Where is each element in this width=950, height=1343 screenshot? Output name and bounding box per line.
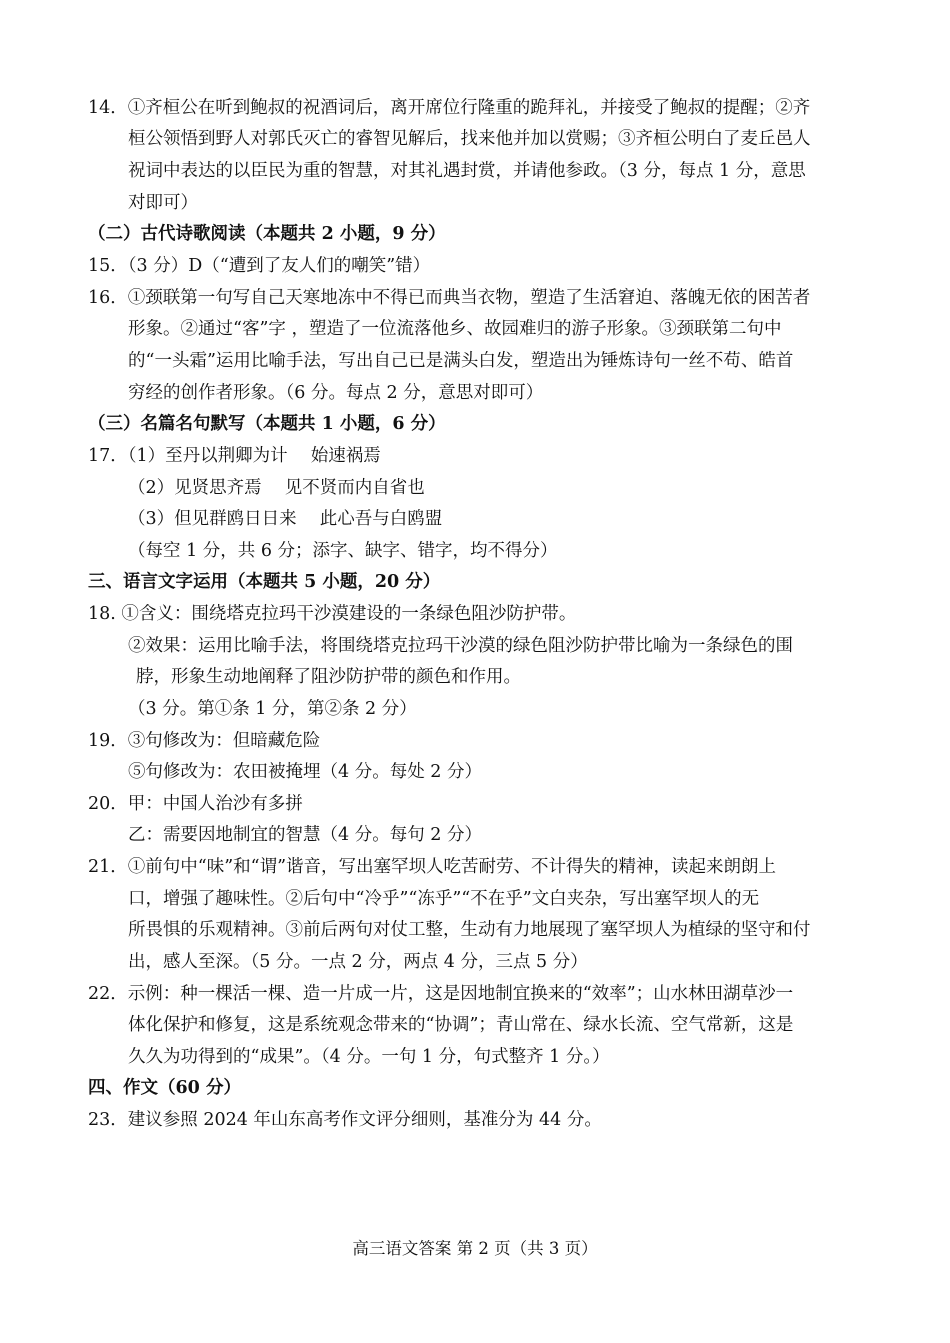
q20-line: 20．甲：中国人治沙有多拼 bbox=[88, 794, 303, 814]
q16-line: 16．①颈联第一句写自己天寒地冻中不得已而典当衣物，塑造了生活窘迫、落魄无依的困苦者 bbox=[88, 288, 811, 308]
page-footer: 高三语文答案 第 2 页（共 3 页） bbox=[352, 1239, 598, 1258]
q16-line: 形象。②通过“客”字 ，塑造了一位流落他乡、故园难归的游子形象。③颈联第二句中 bbox=[128, 319, 782, 339]
q22-line: 体化保护和修复，这是系统观念带来的“协调”；青山常在、绿水长流、空气常新，这是 bbox=[128, 1015, 794, 1035]
q18-line: 18. ①含义：围绕塔克拉玛干沙漠建设的一条绿色阻沙防护带。 bbox=[88, 604, 577, 624]
q21-line: 所畏惧的乐观精神。③前后两句对仗工整，生动有力地展现了塞罕坝人为植绿的坚守和付 bbox=[128, 920, 811, 940]
q16-line: 的“一头霜”运用比喻手法，写出自己已是满头白发，塑造出为锤炼诗句一丝不苟、皓首 bbox=[128, 351, 794, 371]
q18-line: ②效果：运用比喻手法，将围绕塔克拉玛干沙漠的绿色阻沙防护带比喻为一条绿色的围 bbox=[128, 636, 793, 656]
section-heading-poetry: （二）古代诗歌阅读（本题共 2 小题，9 分） bbox=[88, 224, 446, 244]
q18-line: 脖，形象生动地阐释了阻沙防护带的颜色和作用。 bbox=[136, 667, 521, 687]
q16-line: 穷经的创作者形象。（6 分。每点 2 分，意思对即可） bbox=[128, 383, 544, 403]
q15-line: 15．（3 分）D（“遭到了友人们的嘲笑”错） bbox=[88, 256, 431, 276]
q22-line: 22．示例：种一棵活一棵、造一片成一片，这是因地制宜换来的“效率”；山水林田湖草沙一 bbox=[88, 984, 794, 1004]
q14-line: 14．①齐桓公在听到鲍叔的祝酒词后，离开席位行隆重的跪拜礼，并接受了鲍叔的提醒；②齐 bbox=[88, 98, 811, 118]
q23-line: 23．建议参照 2024 年山东高考作文评分细则，基准分为 44 分。 bbox=[88, 1110, 602, 1130]
section-heading-essay: 四、作文（60 分） bbox=[88, 1078, 241, 1098]
q18-line: （3 分。第①条 1 分，第②条 2 分） bbox=[128, 699, 417, 719]
q17-line: （3）但见群鸥日日来 此心吾与白鸥盟 bbox=[128, 509, 443, 529]
q19-line: ⑤句修改为：农田被掩埋（4 分。每处 2 分） bbox=[128, 762, 482, 782]
q21-line: 口，增强了趣味性。②后句中“冷乎”“冻乎”“不在乎”文白夹杂，写出塞罕坝人的无 bbox=[128, 889, 760, 909]
q20-line: 乙：需要因地制宜的智慧（4 分。每句 2 分） bbox=[128, 825, 482, 845]
q17-line: （2）见贤思齐焉 见不贤而内自省也 bbox=[128, 478, 425, 498]
q14-line: 对即可） bbox=[128, 193, 198, 213]
section-heading-famous-lines: （三）名篇名句默写（本题共 1 小题，6 分） bbox=[88, 414, 446, 434]
q17-line: （每空 1 分，共 6 分；添字、缺字、错字，均不得分） bbox=[128, 541, 558, 561]
q17-line: 17．（1）至丹以荆卿为计 始速祸焉 bbox=[88, 446, 381, 466]
section-heading-language: 三、语言文字运用（本题共 5 小题，20 分） bbox=[88, 572, 441, 592]
q21-line: 21．①前句中“味”和“谓”谐音，写出塞罕坝人吃苦耐劳、不计得失的精神，读起来朗朗上 bbox=[88, 857, 777, 877]
q21-line: 出，感人至深。（5 分。一点 2 分，两点 4 分，三点 5 分） bbox=[128, 952, 588, 972]
q14-line: 祝词中表达的以臣民为重的智慧，对其礼遇封赏，并请他参政。（3 分，每点 1 分，意思 bbox=[128, 161, 806, 181]
q22-line: 久久为功得到的“成果”。（4 分。一句 1 分，句式整齐 1 分。） bbox=[128, 1047, 610, 1067]
q14-line: 桓公领悟到野人对郭氏灭亡的睿智见解后，找来他并加以赏赐；③齐桓公明白了麦丘邑人 bbox=[128, 129, 811, 149]
q19-line: 19．③句修改为：但暗藏危险 bbox=[88, 731, 321, 751]
